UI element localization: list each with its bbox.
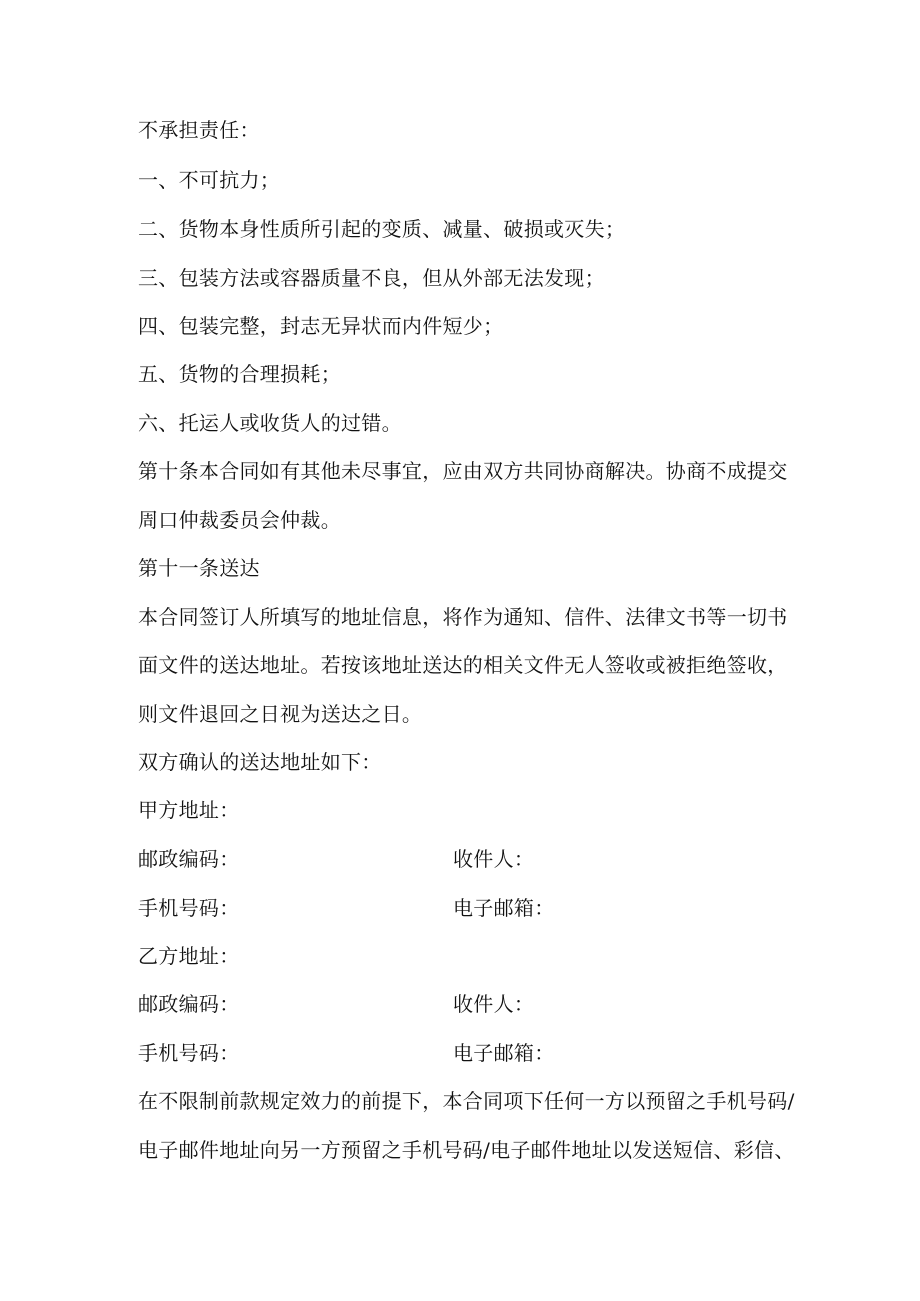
party-a-postal-label: 邮政编码：: [138, 847, 240, 871]
exemption-item: 四、包装完整，封志无异状而内件短少；: [138, 314, 504, 338]
article11-title: 第十一条送达: [138, 556, 260, 580]
party-b-postal-label: 邮政编码：: [138, 992, 240, 1016]
exemption-item: 三、包装方法或容器质量不良，但从外部无法发现；: [138, 266, 605, 290]
party-b-phone-label: 手机号码：: [138, 1041, 240, 1065]
party-a-address-label: 甲方地址：: [138, 798, 240, 822]
party-a-phone-label: 手机号码：: [138, 896, 240, 920]
closing-line: 电子邮件地址向另一方预留之手机号码/电子邮件地址以发送短信、彩信、: [138, 1138, 795, 1162]
exemption-heading: 不承担责任：: [138, 118, 260, 142]
party-a-recipient-label: 收件人：: [453, 847, 535, 871]
exemption-item: 五、货物的合理损耗；: [138, 362, 341, 386]
article11-paragraph-line: 则文件退回之日视为送达之日。: [138, 702, 423, 726]
closing-line: 在不限制前款规定效力的前提下，本合同项下任何一方以预留之手机号码/: [138, 1089, 795, 1113]
exemption-item: 六、托运人或收货人的过错。: [138, 411, 402, 435]
party-b-address-label: 乙方地址：: [138, 944, 240, 968]
address-confirm-line: 双方确认的送达地址如下：: [138, 750, 382, 774]
exemption-item: 二、货物本身性质所引起的变质、减量、破损或灭失；: [138, 217, 626, 241]
article11-paragraph-line: 本合同签订人所填写的地址信息，将作为通知、信件、法律文书等一切书: [138, 605, 788, 629]
party-a-email-label: 电子邮箱：: [453, 896, 555, 920]
party-b-recipient-label: 收件人：: [453, 992, 535, 1016]
party-b-email-label: 电子邮箱：: [453, 1041, 555, 1065]
article10-line: 第十条本合同如有其他未尽事宜，应由双方共同协商解决。协商不成提交: [138, 459, 788, 483]
article11-paragraph-line: 面文件的送达地址。若按该地址送达的相关文件无人签收或被拒绝签收，: [138, 653, 788, 677]
article10-line: 周口仲裁委员会仲裁。: [138, 508, 341, 532]
exemption-item: 一、不可抗力；: [138, 168, 281, 192]
